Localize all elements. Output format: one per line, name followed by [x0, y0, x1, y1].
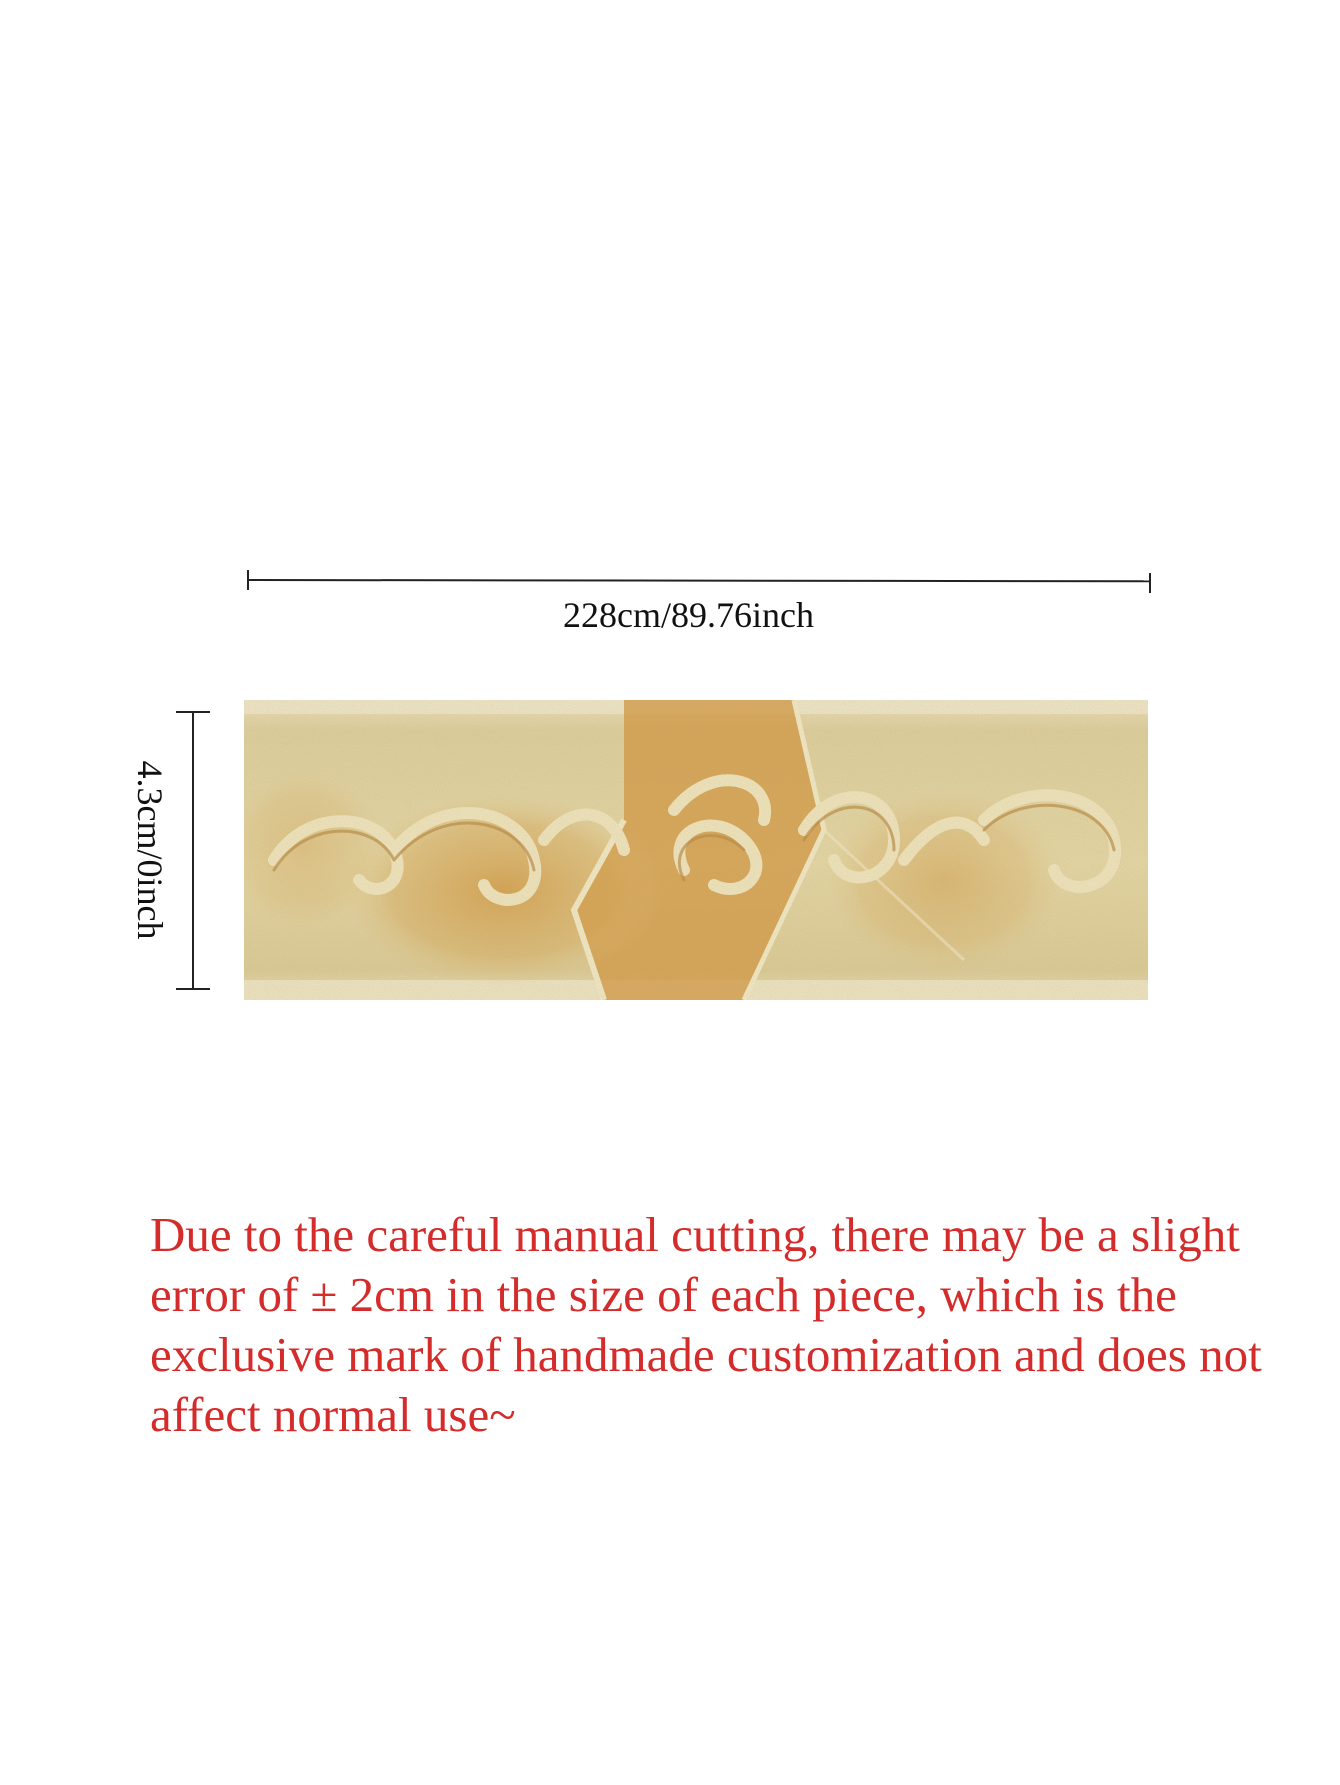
- molding-strip-image: [244, 700, 1148, 1000]
- height-dimension-tick-top: [176, 711, 210, 713]
- height-dimension-line: [192, 712, 194, 990]
- height-label: 4.3cm/0inch: [130, 760, 170, 940]
- length-label: 228cm/89.76inch: [563, 595, 814, 635]
- height-dimension-tick-bottom: [176, 988, 210, 990]
- length-dimension-tick-left: [247, 570, 249, 590]
- length-dimension-line: [247, 579, 1150, 582]
- manual-cutting-note: Due to the careful manual cutting, there may be a slight error of ± 2cm in the size of each piece, which is the exclusive mark of handmade customization and does not affect normal use~: [150, 1207, 1262, 1442]
- length-dimension-tick-right: [1149, 573, 1151, 593]
